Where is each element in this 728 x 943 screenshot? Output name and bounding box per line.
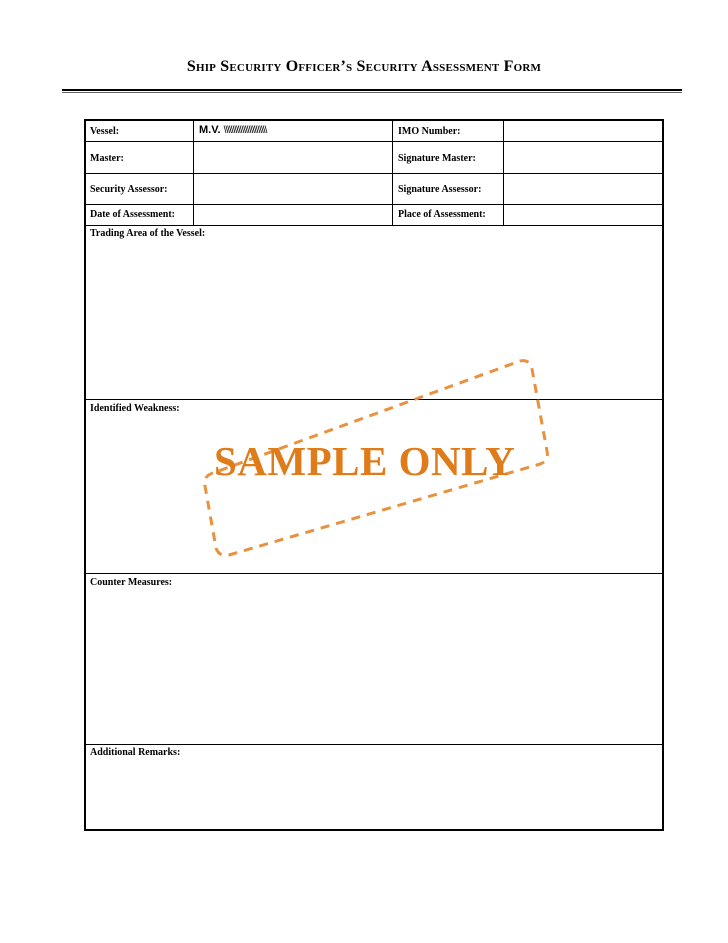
- trading-area-field[interactable]: [86, 242, 662, 398]
- sample-only-watermark: SAMPLE ONLY: [214, 438, 516, 484]
- section-divider: [84, 744, 664, 745]
- date-of-assessment-label: Date of Assessment:: [90, 209, 175, 220]
- imo-number-field[interactable]: [504, 120, 662, 141]
- counter-measures-label: Counter Measures:: [90, 577, 173, 588]
- place-of-assessment-field[interactable]: [504, 205, 662, 225]
- counter-measures-field[interactable]: [86, 591, 662, 743]
- signature-master-field[interactable]: [504, 142, 662, 173]
- signature-assessor-label: Signature Assessor:: [398, 184, 482, 195]
- trading-area-label: Trading Area of the Vessel:: [90, 228, 206, 239]
- vessel-fill: \\\\\\\\\\\\\\\\\\\\\\\\: [223, 125, 267, 136]
- form-title: Ship Security Officer’s Security Assessment Form: [186, 58, 542, 75]
- signature-assessor-field[interactable]: [504, 174, 662, 204]
- row-divider: [84, 225, 664, 226]
- date-of-assessment-field[interactable]: [194, 205, 392, 225]
- section-divider: [84, 399, 664, 400]
- additional-remarks-field[interactable]: [86, 761, 662, 829]
- master-label: Master:: [90, 153, 124, 164]
- signature-master-label: Signature Master:: [398, 153, 476, 164]
- security-assessor-label: Security Assessor:: [90, 184, 168, 195]
- vessel-label: Vessel:: [90, 126, 120, 137]
- title-rule: [62, 89, 682, 91]
- section-divider: [84, 573, 664, 574]
- security-assessor-field[interactable]: [194, 174, 392, 204]
- imo-number-label: IMO Number:: [398, 126, 461, 137]
- column-divider: [392, 119, 393, 225]
- identified-weakness-label: Identified Weakness:: [90, 403, 180, 414]
- title-rule-shadow: [62, 92, 682, 93]
- master-field[interactable]: [194, 142, 392, 173]
- place-of-assessment-label: Place of Assessment:: [398, 209, 486, 220]
- additional-remarks-label: Additional Remarks:: [90, 747, 181, 758]
- vessel-value[interactable]: [199, 124, 266, 136]
- vessel-prefix: M.V.: [199, 124, 221, 136]
